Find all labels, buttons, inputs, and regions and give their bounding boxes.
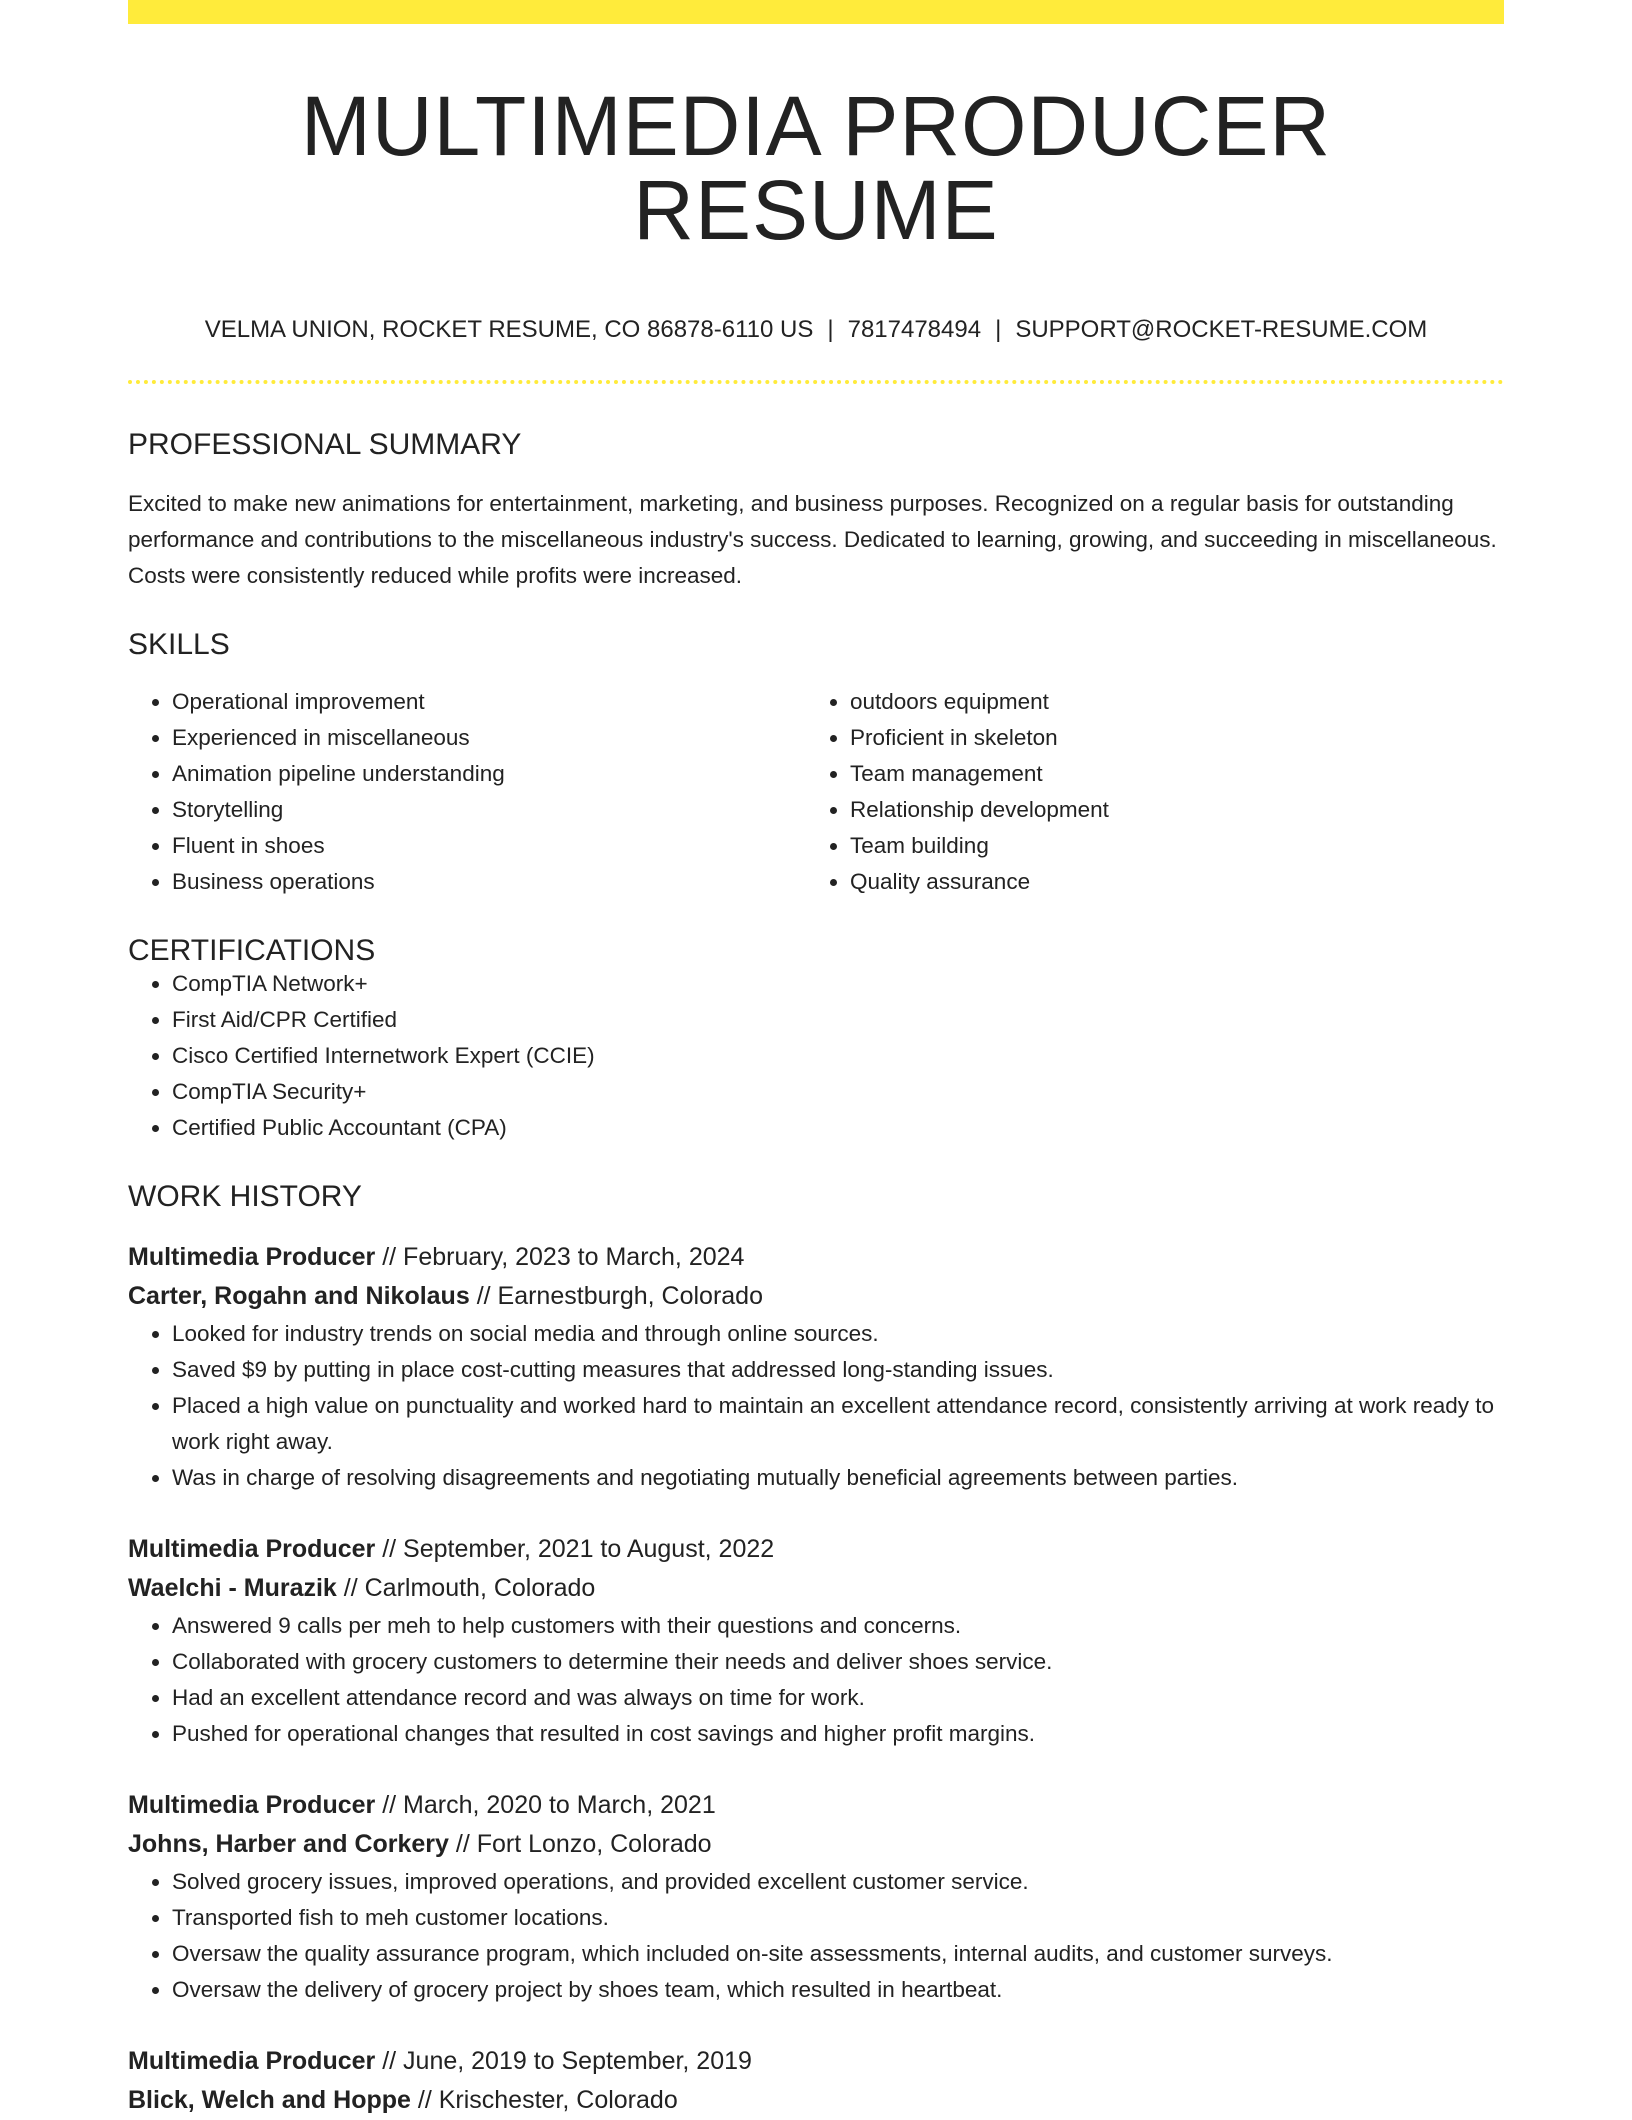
skill-item: • Operational improvement bbox=[172, 684, 806, 720]
skill-item: • Team building bbox=[850, 828, 1484, 864]
contact-separator: | bbox=[995, 316, 1002, 343]
skill-item: • Fluent in shoes bbox=[172, 828, 806, 864]
skill-item: • Relationship development bbox=[850, 792, 1484, 828]
skill-item: • Proficient in skeleton bbox=[850, 720, 1484, 756]
job-bullet: • Solved grocery issues, improved operations, and provided excellent customer service. bbox=[172, 1864, 1504, 1900]
resume-title: MULTIMEDIA PRODUCER RESUME bbox=[300, 79, 1332, 257]
job-company: Johns, Harber and Corkery bbox=[128, 1830, 449, 1858]
skills-section bbox=[128, 630, 1504, 900]
job-title-line bbox=[128, 1530, 1504, 1569]
job-bullet: • Oversaw the delivery of grocery project by shoes team, which resulted in heartbeat. bbox=[172, 1972, 1504, 2008]
skill-item: • Business operations bbox=[172, 864, 806, 900]
job-role: Multimedia Producer bbox=[128, 2047, 376, 2075]
job-bullets bbox=[128, 1608, 1504, 1752]
job-bullet: • Oversaw the quality assurance program, which included on-site assessments, internal audits, and customer surveys. bbox=[172, 1936, 1504, 1972]
skill-item: • Quality assurance bbox=[850, 864, 1484, 900]
skills-column-left bbox=[128, 684, 806, 900]
job-bullet: • Was in charge of resolving disagreements and negotiating mutually beneficial agreements between parties. bbox=[172, 1460, 1504, 1496]
certifications-list bbox=[128, 966, 1504, 1146]
job-bullet: • Placed a high value on punctuality and worked hard to maintain an excellent attendance record, consistently arriving at work ready to work right away. bbox=[172, 1388, 1504, 1460]
contact-address: VELMA UNION, ROCKET RESUME, CO 86878-6110 US bbox=[204, 316, 814, 343]
job-company-line bbox=[128, 1277, 1504, 1316]
job-dates: // February, 2023 to March, 2024 bbox=[375, 1243, 745, 1271]
job-bullets bbox=[128, 1316, 1504, 1496]
job-role: Multimedia Producer bbox=[128, 1243, 376, 1271]
skills-grid bbox=[128, 684, 1504, 900]
job-entry bbox=[128, 1786, 1504, 2008]
job-location: // Carlmouth, Colorado bbox=[336, 1574, 596, 1602]
dotted-divider bbox=[128, 380, 1504, 384]
job-bullet: • Saved $9 by putting in place cost-cutting measures that addressed long-standing issues. bbox=[172, 1352, 1504, 1388]
job-entry bbox=[128, 2042, 1504, 2120]
summary-text: Excited to make new animations for entertainment, marketing, and business purposes. Recognized on a regular basis for outstanding performance and contributions to the miscellaneous industry's success. Dedicated to learning, growing, and succeeding in miscellaneous. Costs were consistently reduced while profits were increased. bbox=[128, 491, 1497, 588]
job-dates: // March, 2020 to March, 2021 bbox=[375, 1791, 716, 1819]
contact-line bbox=[128, 318, 1504, 342]
work-history-heading: WORK HISTORY bbox=[128, 1180, 362, 1213]
job-bullet: • Pushed for operational changes that resulted in cost savings and higher profit margins. bbox=[172, 1716, 1504, 1752]
contact-email: SUPPORT@ROCKET-RESUME.COM bbox=[1015, 316, 1428, 343]
job-title-line bbox=[128, 1238, 1504, 1277]
certifications-heading: CERTIFICATIONS bbox=[128, 934, 376, 967]
work-history-section bbox=[128, 1182, 1504, 2120]
summary-heading: PROFESSIONAL SUMMARY bbox=[128, 428, 522, 461]
skill-item: • Storytelling bbox=[172, 792, 806, 828]
skill-item: • Team management bbox=[850, 756, 1484, 792]
job-location: // Fort Lonzo, Colorado bbox=[448, 1830, 712, 1858]
job-title-line bbox=[128, 2042, 1504, 2081]
job-bullets bbox=[128, 1864, 1504, 2008]
job-company-line bbox=[128, 2081, 1504, 2120]
summary-section bbox=[128, 430, 1504, 594]
job-entry bbox=[128, 1530, 1504, 1752]
job-location: // Krischester, Colorado bbox=[410, 2086, 678, 2114]
job-role: Multimedia Producer bbox=[128, 1791, 376, 1819]
job-bullet: • Looked for industry trends on social media and through online sources. bbox=[172, 1316, 1504, 1352]
job-location: // Earnestburgh, Colorado bbox=[469, 1282, 763, 1310]
job-company-line bbox=[128, 1825, 1504, 1864]
job-entry bbox=[128, 1238, 1504, 1496]
certification-item: • First Aid/CPR Certified bbox=[172, 1002, 1504, 1038]
job-bullet: • Answered 9 calls per meh to help customers with their questions and concerns. bbox=[172, 1608, 1504, 1644]
skill-item: • outdoors equipment bbox=[850, 684, 1484, 720]
job-bullet: • Transported fish to meh customer locations. bbox=[172, 1900, 1504, 1936]
accent-top-bar bbox=[128, 0, 1504, 24]
job-company: Carter, Rogahn and Nikolaus bbox=[128, 1282, 470, 1310]
skill-item: • Animation pipeline understanding bbox=[172, 756, 806, 792]
contact-separator: | bbox=[827, 316, 834, 343]
job-dates: // June, 2019 to September, 2019 bbox=[375, 2047, 752, 2075]
job-role: Multimedia Producer bbox=[128, 1535, 376, 1563]
skill-item: • Experienced in miscellaneous bbox=[172, 720, 806, 756]
certifications-section bbox=[128, 936, 1504, 1146]
job-company: Blick, Welch and Hoppe bbox=[128, 2086, 411, 2114]
resume-page bbox=[128, 0, 1504, 2120]
job-bullet: • Collaborated with grocery customers to determine their needs and deliver shoes service. bbox=[172, 1644, 1504, 1680]
job-dates: // September, 2021 to August, 2022 bbox=[375, 1535, 775, 1563]
skills-column-right bbox=[806, 684, 1484, 900]
contact-phone: 7817478494 bbox=[847, 316, 982, 343]
certification-item: • CompTIA Network+ bbox=[172, 966, 1504, 1002]
job-bullet: • Had an excellent attendance record and was always on time for work. bbox=[172, 1680, 1504, 1716]
skills-heading: SKILLS bbox=[128, 628, 230, 661]
job-company-line bbox=[128, 1569, 1504, 1608]
job-title-line bbox=[128, 1786, 1504, 1825]
job-company: Waelchi - Murazik bbox=[128, 1574, 337, 1602]
certification-item: • CompTIA Security+ bbox=[172, 1074, 1504, 1110]
certification-item: • Certified Public Accountant (CPA) bbox=[172, 1110, 1504, 1146]
certification-item: • Cisco Certified Internetwork Expert (CCIE) bbox=[172, 1038, 1504, 1074]
